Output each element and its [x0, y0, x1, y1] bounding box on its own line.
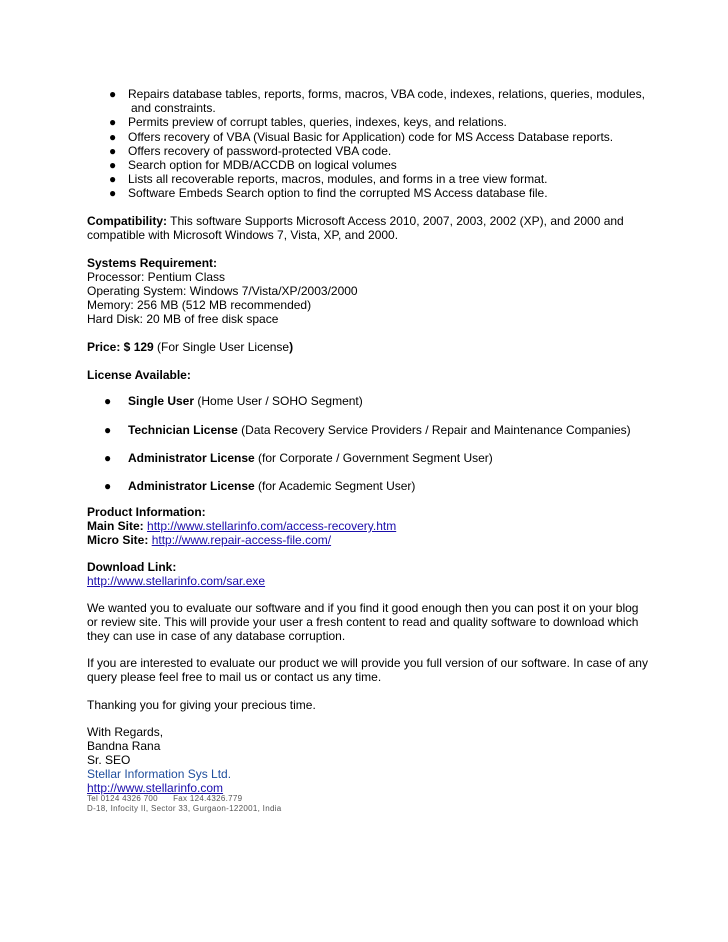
license-item: ● Administrator License (for Academic Segment User) — [104, 479, 416, 493]
license-heading: License Available: — [87, 368, 191, 382]
signer-title: Sr. SEO — [87, 753, 131, 767]
requirement-os: Operating System: Windows 7/Vista/XP/2003/2000 — [87, 284, 358, 298]
license-item: ● Technician License (Data Recovery Service Providers / Repair and Maintenance Companies) — [104, 423, 631, 437]
feature-item: ● Offers recovery of VBA (Visual Basic for Application) code for MS Access Database reports. — [109, 129, 614, 144]
bullet-icon: ● — [104, 451, 112, 465]
requirements-heading: Systems Requirement: — [87, 256, 218, 270]
requirement-processor: Processor: Pentium Class — [87, 270, 226, 284]
regards-line: With Regards, — [87, 725, 164, 739]
download-line — [87, 574, 265, 588]
bullet-icon: ● — [109, 172, 117, 187]
bullet-icon: ● — [109, 186, 117, 201]
feature-list — [109, 87, 648, 201]
para2-line1: If you are interested to evaluate our product we will provide you full version of our software. In case of any — [87, 656, 648, 670]
bullet-icon: ● — [109, 158, 117, 173]
micro-site-line: Micro Site: http://www.repair-access-file.com/ — [87, 533, 332, 547]
para1-line3: they can use in case of any database corruption. — [87, 629, 346, 643]
bullet-icon: ● — [104, 394, 112, 408]
company-site-link[interactable]: http://www.stellarinfo.com — [87, 781, 224, 795]
contact-address: D-18, Infocity II, Sector 33, Gurgaon-122001, India — [87, 804, 282, 813]
bullet-icon: ● — [104, 423, 112, 437]
feature-item: ● Software Embeds Search option to find the corrupted MS Access database file. — [109, 186, 548, 201]
download-heading: Download Link: — [87, 560, 177, 574]
compatibility-line1: Compatibility: This software Supports Microsoft Access 2010, 2007, 2003, 2002 (XP), and 2000 and — [87, 214, 624, 228]
download-link[interactable]: http://www.stellarinfo.com/sar.exe — [87, 574, 266, 588]
bullet-icon: ● — [109, 143, 117, 158]
feature-item: ● Offers recovery of password-protected VBA code. — [109, 143, 392, 158]
feature-item: ● Permits preview of corrupt tables, queries, indexes, keys, and relations. — [109, 115, 507, 130]
company-name: Stellar Information Sys Ltd. — [87, 767, 232, 781]
bullet-icon: ● — [109, 129, 117, 144]
contact-phone-fax: Tel 0124 4326 700 Fax 124.4326.779 — [87, 794, 243, 803]
bullet-icon: ● — [109, 87, 117, 101]
para1-line2: or review site. This will provide your user a fresh content to read and quality software to download which — [87, 615, 639, 629]
feature-item: ● Repairs database tables, reports, forms, macros, VBA code, indexes, relations, queries, modules, and constraints. — [109, 87, 645, 116]
compatibility-line2: compatible with Microsoft Windows 7, Vista, XP, and 2000. — [87, 228, 399, 242]
thanks-line: Thanking you for giving your precious time. — [87, 698, 316, 712]
feature-item: ● Lists all recoverable reports, macros, modules, and forms in a tree view format. — [109, 172, 548, 187]
requirement-disk: Hard Disk: 20 MB of free disk space — [87, 312, 279, 326]
price-line: Price: $ 129 (For Single User License) — [87, 340, 294, 354]
company-site-line — [87, 781, 223, 795]
main-site-link[interactable]: http://www.stellarinfo.com/access-recovery.htm — [147, 519, 397, 533]
para1-line1: We wanted you to evaluate our software and if you find it good enough then you can post it on your blog — [87, 601, 639, 615]
feature-item: ● Search option for MDB/ACCDB on logical volumes — [109, 158, 397, 173]
bullet-icon: ● — [109, 115, 117, 130]
requirement-memory: Memory: 256 MB (512 MB recommended) — [87, 298, 312, 312]
main-site-line: Main Site: http://www.stellarinfo.com/access-recovery.htm — [87, 519, 397, 533]
license-item: ● Single User (Home User / SOHO Segment) — [104, 394, 363, 408]
micro-site-link[interactable]: http://www.repair-access-file.com/ — [151, 533, 332, 547]
product-heading: Product Information: — [87, 505, 206, 519]
para2-line2: query please feel free to mail us or contact us any time. — [87, 670, 382, 684]
license-item: ● Administrator License (for Corporate / Government Segment User) — [104, 451, 493, 465]
bullet-icon: ● — [104, 479, 112, 493]
signer-name: Bandna Rana — [87, 739, 161, 753]
